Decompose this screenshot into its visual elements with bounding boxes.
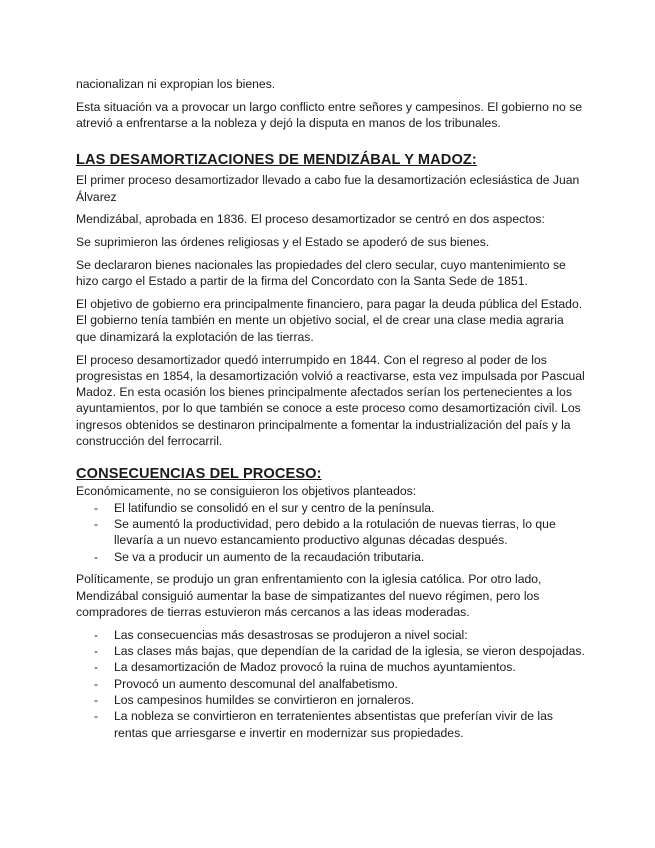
section1-paragraph-2: Mendizábal, aprobada en 1836. El proceso desamortizador se centró en dos aspectos:	[76, 212, 545, 227]
section1-paragraph-3: Se suprimieron las órdenes religiosas y el Estado se apoderó de sus bienes.	[76, 235, 490, 250]
dash-marker: -	[94, 660, 99, 675]
section1-paragraph-6: El proceso desamortizador quedó interrumpido en 1844. Con el regreso al poder de los progresistas en 1854, la desamortización volvió a reactivarse, esta vez impulsada por Pascual Madoz. En esta ocasión los bienes principalmente afectados serían los pertenecientes a los ayuntamientos, por lo que también se conoce a este proceso como desamortización civil. Los ingresos obtenidos se destinaron principalmente a fomentar la industrialización del país y la construcción del ferrocarril.	[76, 352, 585, 449]
dash-marker: -	[94, 644, 99, 659]
list-item	[76, 692, 586, 708]
economic-intro: Económicamente, no se consiguieron los objetivos planteados:	[76, 484, 417, 499]
political-paragraph: Políticamente, se produjo un gran enfrentamiento con la iglesia católica. Por otro lado, Mendizábal consiguió aumentar la base de simpatizantes del nuevo régimen, pero los compradores de tierras estuvieron más cercanos a las ideas moderadas.	[76, 572, 542, 619]
list-item-text: La nobleza se convirtieron en terratenientes absentistas que preferían vivir de las rentas que arriesgarse e invertir en modernizar sus propiedades.	[114, 709, 554, 740]
list-item	[76, 708, 586, 741]
dash-marker: -	[94, 627, 99, 642]
list-item	[76, 676, 586, 692]
section-heading-desamortizaciones: LAS DESAMORTIZACIONES DE MENDIZÁBAL Y MADOZ:	[76, 152, 477, 169]
section1-paragraph-4: Se declararon bienes nacionales las propiedades del clero secular, cuyo mantenimiento se hizo cargo el Estado a partir de la firma del Concordato con la Santa Sede de 1851.	[76, 258, 566, 289]
intro-paragraph-1: nacionalizan ni expropian los bienes.	[76, 77, 276, 91]
economic-list	[76, 500, 586, 565]
list-item	[76, 659, 586, 675]
section1-paragraph-5: El objetivo de gobierno era principalmente financiero, para pagar la deuda pública del Estado. El gobierno tenía también en mente un objetivo social, el de crear una clase media agraria que dinamizará la explotación de las tierras.	[76, 297, 583, 344]
list-item	[76, 643, 586, 659]
list-item	[76, 549, 586, 565]
list-item-text: Las clases más bajas, que dependían de la caridad de la iglesia, se vieron despojadas.	[114, 644, 585, 659]
list-item-text: Se aumentó la productividad, pero debido a la rotulación de nuevas tierras, lo que llevaría a un nuevo estancamiento productivo algunas décadas después.	[114, 516, 556, 548]
section1-paragraph-1: El primer proceso desamortizador llevado a cabo fue la desamortización eclesiástica de Juan Álvarez	[76, 173, 580, 204]
list-item-text: La desamortización de Madoz provocó la ruina de muchos ayuntamientos.	[114, 660, 516, 675]
section-heading-consecuencias: CONSECUENCIAS DEL PROCESO:	[76, 466, 322, 483]
list-item-text: El latifundio se consolidó en el sur y centro de la península.	[114, 500, 435, 515]
list-item-text: Provocó un aumento descomunal del analfabetismo.	[114, 676, 398, 691]
dash-marker: -	[94, 516, 99, 531]
list-item	[76, 516, 586, 549]
intro-paragraph-2: Esta situación va a provocar un largo conflicto entre señores y campesinos. El gobierno no se atrevió a enfrentarse a la nobleza y dejó la disputa en manos de los tribunales.	[76, 99, 583, 131]
dash-marker: -	[94, 692, 99, 707]
list-item	[76, 627, 586, 643]
dash-marker: -	[94, 549, 99, 564]
document-body	[76, 76, 586, 747]
dash-marker: -	[94, 500, 99, 515]
dash-marker: -	[94, 676, 99, 691]
list-item	[76, 500, 586, 516]
dash-marker: -	[94, 709, 99, 724]
list-item-text: Los campesinos humildes se convirtieron en jornaleros.	[114, 692, 415, 707]
list-item-text: Se va a producir un aumento de la recaudación tributaria.	[114, 549, 425, 564]
social-list	[76, 627, 586, 741]
list-item-text: Las consecuencias más desastrosas se produjeron a nivel social:	[114, 627, 468, 642]
